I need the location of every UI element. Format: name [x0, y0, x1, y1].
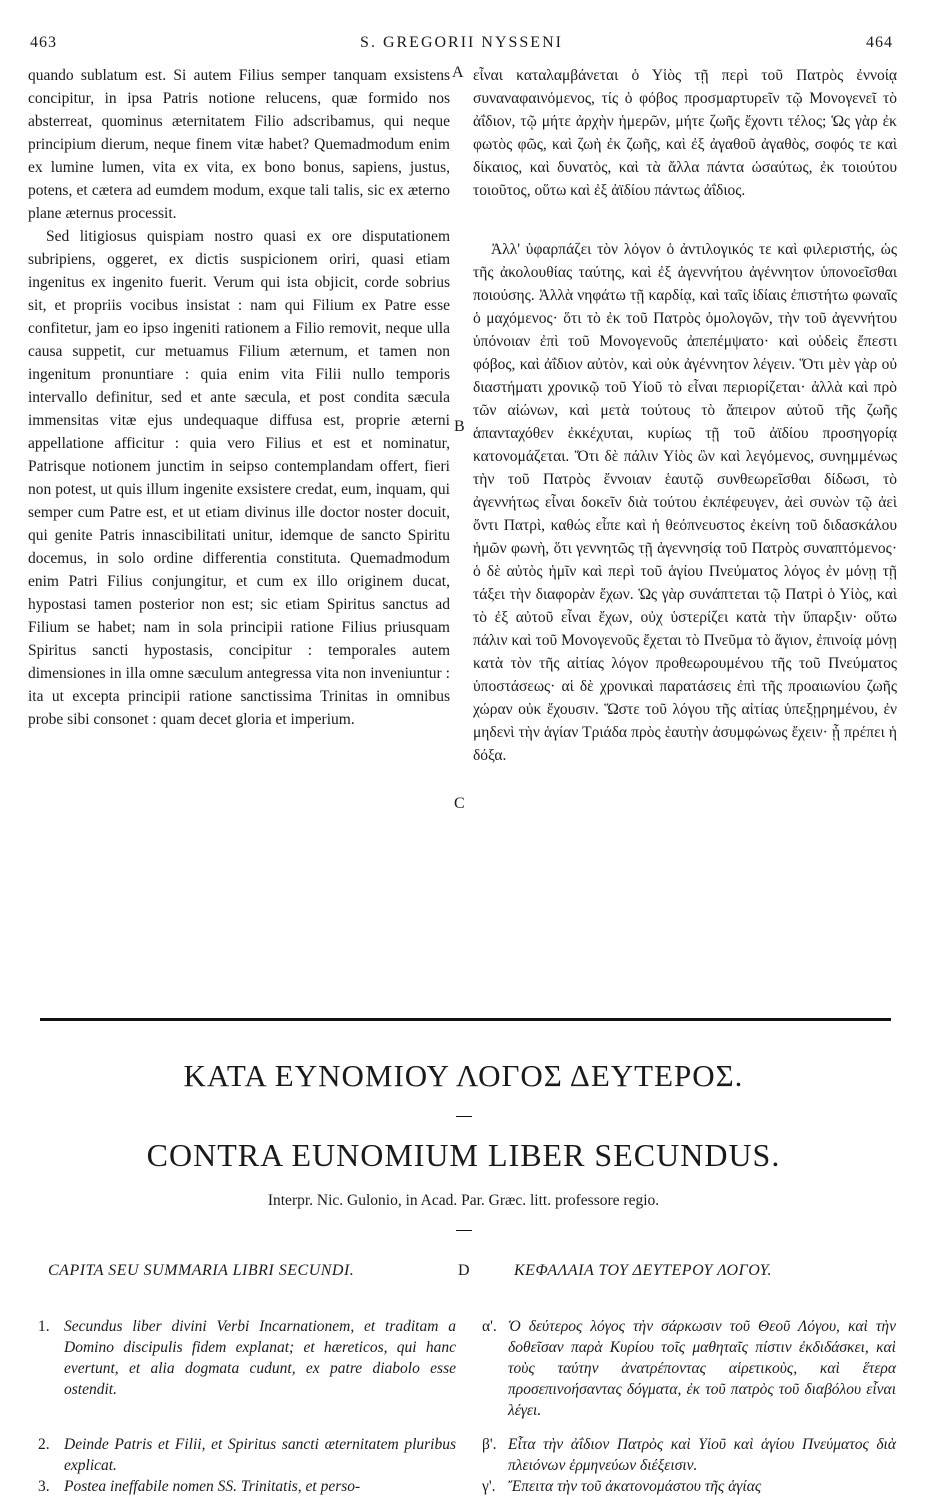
latin-column [28, 64, 450, 731]
summary-item-latin-3 [38, 1476, 456, 1497]
latin-book-title: CONTRA EUNOMIUM LIBER SECUNDUS. [146, 1137, 781, 1173]
title-dash-1 [456, 1116, 472, 1117]
summary-text: Ἔπειτα τὴν τοῦ ἀκατονομάστου τῆς ἁγίας [508, 1478, 762, 1495]
margin-letter-b: B [454, 418, 465, 435]
greek-summary-heading: ΚΕΦΑΛΑΙΑ ΤΟΥ ΔΕΥΤΕΡΟΥ ΛΟΓΟΥ. [514, 1262, 773, 1279]
summary-text: Deinde Patris et Filii, et Spiritus sancti æternitatem pluribus explicat. [64, 1436, 456, 1474]
summary-item-greek-2 [482, 1434, 896, 1476]
summary-number: 3. [38, 1478, 50, 1495]
summary-text: Secundus liber divini Verbi Incarnationem, et traditam a Domino discipulis fidem explanat; et hæreticos, qui hanc evertunt, et alia dogmata cudunt, ex patre diabolo esse ostendit. [64, 1318, 456, 1398]
summary-text: Postea ineffabile nomen SS. Trinitatis, et perso- [64, 1478, 361, 1495]
summary-item-greek-3 [482, 1476, 896, 1497]
title-dash-2 [456, 1230, 472, 1231]
summary-item-latin-2 [38, 1434, 456, 1476]
margin-letter-d: D [458, 1262, 470, 1279]
greek-column [473, 64, 897, 767]
latin-paragraph-2: Sed litigiosus quispiam nostro quasi ex ore disputationem subripiens, oggeret, ex dictis suspicionem oriri, quasi etiam ingenitus ex ingenito fuerit. Verum qui ista objicit, corde sobrius sit, et propriis vocibus insistat : nam qui Filium ex Patre esse confitetur, jam eo ipso ingeniti rationem a Filio removit, neque ulla causa suppetit, cur metuamus Filium æternum, et tamen non ingenitum pronuntiare : quia enim vita Filii nullo temporis intervallo definitur, sed et ante sæcula, et post condita sæcula immensitas vitæ ejus undequaque diffusa est, proprie æterni appellatione afficitur : quia vero Filius et est et nominatur, Patrisque notionem junctim in seipso contemplandam offert, fieri non potest, ut quis illum ingenite exsistere credat, eum, inquam, qui semper cum Patre est, et ut etiam divinus ille doctor noster docuit, qui genite Patris innascibilitati unitur, idemque de sancto Spiritu docemus, in solo ordine differentia constituta. Quemadmodum enim Patri Filius conjungitur, et cum ex illo originem ducat, hypostasi tamen posterior non est; sic etiam Spiritus sanctus ad Filium se habet; nam in sola principii ratione Filius priusquam Spiritus sancti hypostasis, concipitur : temporales autem dimensiones in illa omne sæculum antegressa vita non inveniuntur : ita ut excepta principii ratione sanctissima Trinitas in omnibus probe sibi consonet : quam decet gloria et imperium. [28, 228, 450, 728]
summary-number: α'. [482, 1318, 497, 1335]
summary-text: Ὁ δεύτερος λόγος τὴν σάρκωσιν τοῦ Θεοῦ Λόγου, καὶ τὴν δοθεῖσαν παρὰ Κυρίου τοῖς μαθηταῖς πίστιν ἐκδιδάσκει, καὶ τοὺς ταύτην ἀνατρέποντας αἱρετικοὺς, καὶ ἕτερα προσεπινοήσαντας δόγματα, ἐκ τοῦ πατρὸς τοῦ διαβόλου εἶναι λέγει. [508, 1318, 896, 1419]
section-divider [40, 1018, 891, 1021]
page-number-right: 464 [866, 34, 893, 51]
summary-item-latin-1 [38, 1316, 456, 1400]
summary-number: γ'. [482, 1478, 496, 1495]
summary-number: β'. [482, 1436, 497, 1453]
greek-book-title: ΚΑΤΑ ΕΥΝΟΜΙΟΥ ΛΟΓΟΣ ΔΕΥΤΕΡΟΣ. [183, 1058, 744, 1093]
running-title: S. GREGORII NYSSENI [360, 34, 563, 51]
summary-item-greek-1 [482, 1316, 896, 1421]
greek-paragraph-2: Ἀλλ' ὑφαρπάζει τὸν λόγον ὁ ἀντιλογικός τε καὶ φιλεριστής, ὡς τῆς ἀκολουθίας ταύτης, καὶ ἐξ ἀγεννήτου ἀγέννητον ὑπονοεῖσθαι ποιούσης. Ἀλλὰ νηφάτω τῇ καρδίᾳ, καὶ ταῖς ἰδίαις ἐπιστήτω φωναῖς ὁ μαχόμενος· ὅτι τὸ ἐκ τοῦ Πατρὸς ὁμολογῶν, τὴν τοῦ ἀγεννήτου ὑπόνοιαν ἐπὶ τοῦ Μονογενοῦς ἀπεπέμψατο· καὶ οὐδεὶς ἔπεστι φόβος, καὶ ἀΐδιον αὐτὸν, καὶ οὐκ ἀγέννητον λέγειν. Ὅτι μὲν γὰρ οὐ διαστήματι χρονικῷ τοῦ Υἱοῦ τὸ εἶναι περιορίζεται· ἀλλὰ καὶ πρὸ τῶν αἰώνων, καὶ μετὰ τούτους τὸ ἄπειρον αὐτοῦ τῆς ζωῆς ἁπανταχόθεν ἐκκέχυται, κυρίως τῇ τοῦ ἀϊδίου προσηγορίᾳ κατονομάζεται. Ὅτι δὲ πάλιν Υἱὸς ὢν καὶ λεγόμενος, συνημμένως τὴν τοῦ Πατρὸς ἔννοιαν ἑαυτῷ συνθεωρεῖσθαι δίδωσι, τὸ ἀγεννήτως εἶναι δοκεῖν διὰ τούτου ἐκπέφευγεν, ἀεὶ συνὼν τῷ ἀεὶ ὄντι Πατρὶ, καθώς εἶπε καὶ ἡ θεόπνευστος ἐκείνη τοῦ διδασκάλου ἡμῶν φωνὴ, ὅτι γεννητῶς τῇ ἀγεννησίᾳ τοῦ Πατρὸς συναπτόμενος· ὁ δὲ αὐτὸς ἡμῖν καὶ περὶ τοῦ ἁγίου Πνεύματος λόγος ἐν μόνῃ τῇ τάξει τὴν διαφορὰν ἔχων. Ὡς γὰρ συνάπτεται τῷ Πατρὶ ὁ Υἱὸς, καὶ τὸ ἐξ αὐτοῦ εἶναι ἔχων, οὐχ ὑστερίζει κατὰ τὴν ὕπαρξιν· οὕτω πάλιν καὶ τοῦ Μονογενοῦς ἔχεται τὸ Πνεῦμα τὸ ἅγιον, ἐπινοίᾳ μόνῃ κατὰ τὸν τῆς αἰτίας λόγον προθεωρουμένου τῆς τοῦ Πνεύματος ὑποστάσεως· αἱ δὲ χρονικαὶ παρατάσεις ἐπὶ τῆς προαιωνίου ζωῆς χώραν οὐκ ἔχουσιν. Ὥστε τοῦ λόγου τῆς αἰτίας ὑπεξῃρημένου, ἐν μηδενὶ τὴν ἁγίαν Τριάδα πρὸς ἑαυτὴν ἀσυμφώνως ἔχειν· ᾗ πρέπει ἡ δόξα. [473, 241, 897, 764]
margin-letter-c: C [454, 795, 465, 812]
latin-summary-heading: CAPITA SEU SUMMARIA LIBRI SECUNDI. [48, 1262, 355, 1279]
summary-text: Εἶτα τὴν ἀΐδιον Πατρὸς καὶ Υἱοῦ καὶ ἁγίου Πνεύματος διὰ πλειόνων ἑρμηνεύων διέξεισιν. [508, 1436, 896, 1474]
margin-letter-a: A [452, 64, 464, 81]
summary-number: 2. [38, 1436, 50, 1453]
latin-paragraph-1: quando sublatum est. Si autem Filius semper tanquam exsistens concipitur, in ipsa Patris notione relucens, quæ formido nos absterreat, quominus æternitatem Filio adscribamus, qui neque principium dierum, neque finem vitæ habet? Quemadmodum enim ex lumine lumen, vita ex vita, ex bono bonus, sapiens, justus, potens, et cætera ad eumdem modum, exque tali talis, sic ex æterno plane æternus processit. [28, 67, 450, 222]
running-header [30, 34, 893, 58]
greek-paragraph-1: εἶναι καταλαμβάνεται ὁ Υἱὸς τῇ περὶ τοῦ Πατρὸς ἐννοίᾳ συναναφαινόμενος, τίς ὁ φόβος προσμαρτυρεῖν τῷ Μονογενεῖ τὸ ἀΐδιον, τῷ μήτε ἀρχὴν ἡμερῶν, μήτε ζωῆς ἔχοντι τέλος; Ὡς γὰρ ἐκ φωτὸς φῶς, καὶ ζωὴ ἐκ ζωῆς, καὶ ἐξ ἀγαθοῦ ἀγαθὸς, σοφός τε καὶ δίκαιος, καὶ δυνατὸς, καὶ τὰ ἄλλα πάντα ὡσαύτως, ἐκ τοιούτου τοιοῦτος, οὕτω καὶ ἐξ ἀϊδίου πάντως ἀΐδιος. [473, 67, 897, 199]
interpreter-line: Interpr. Nic. Gulonio, in Acad. Par. Græc. litt. professore regio. [267, 1192, 660, 1209]
summary-number: 1. [38, 1318, 50, 1335]
page-number-left: 463 [30, 34, 57, 51]
